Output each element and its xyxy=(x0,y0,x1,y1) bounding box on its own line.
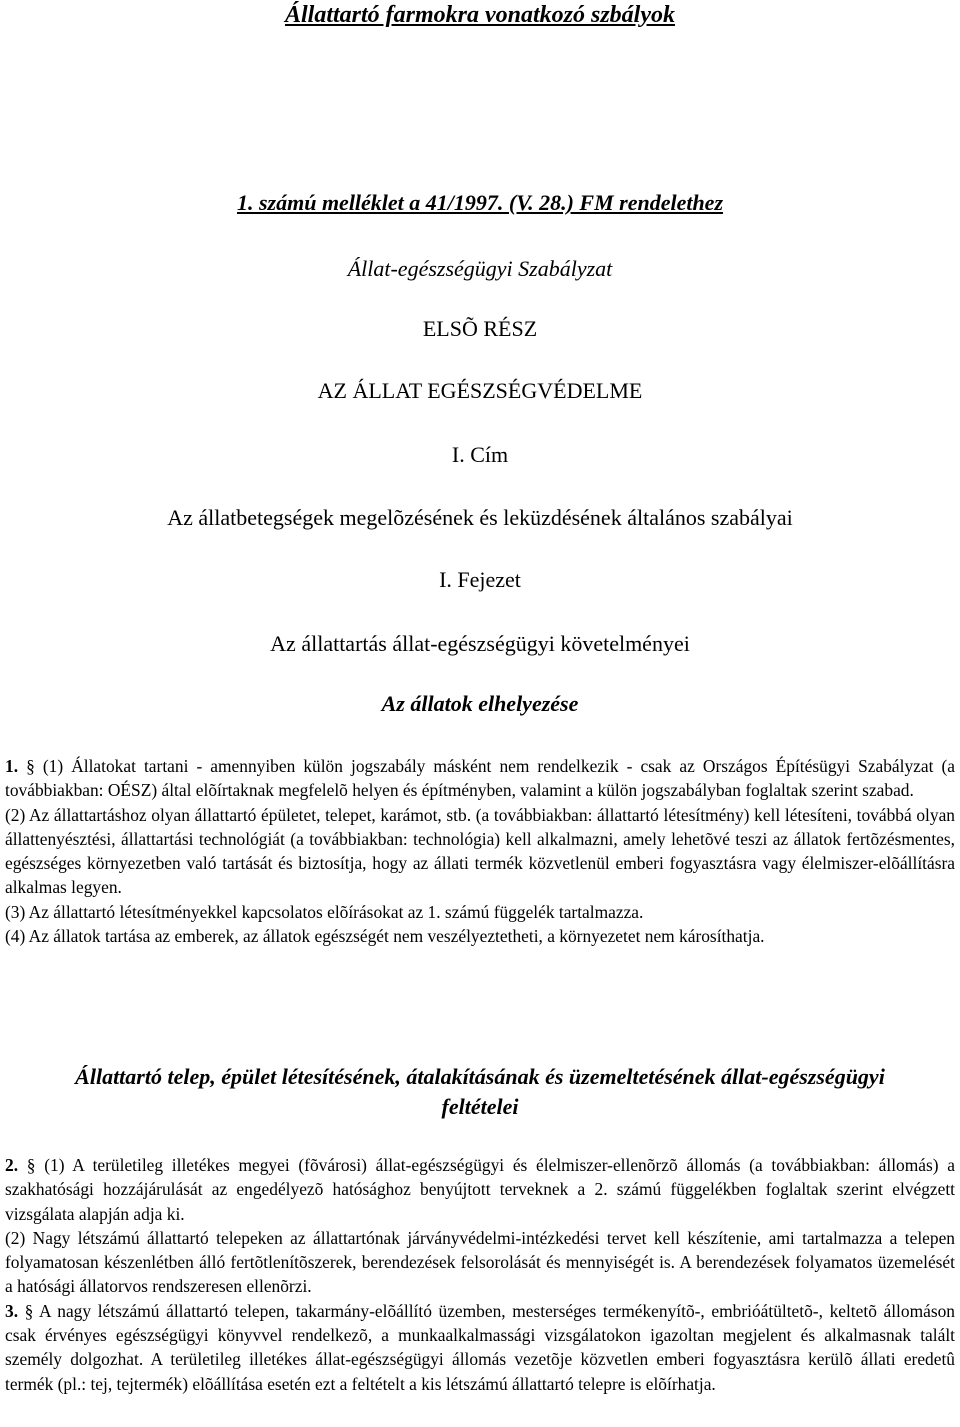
section-2-3-block xyxy=(5,1153,955,1396)
section-1-number: 1. xyxy=(5,756,19,776)
title-number: I. Cím xyxy=(451,442,509,467)
section-1-sign: § xyxy=(26,756,35,776)
section-1-block xyxy=(5,754,955,948)
code-title: Állat-egészségügyi Szabályzat xyxy=(347,256,613,281)
section-2-number: 2. xyxy=(5,1155,19,1175)
section-1-para-1-text: (1) Állatokat tartani - amennyiben külön jogszabály másként nem rendelkezik - csak az Országos Építésügyi Szabályzat (a továbbiakban: OÉSZ) által elõírtaknak megfelelõ helyen és építményben, valamint a külön jogszabályban foglaltak szerint szabad. xyxy=(5,756,955,801)
part-title: AZ ÁLLAT EGÉSZSÉGVÉDELME xyxy=(317,378,643,403)
section-2-paragraph-1 xyxy=(5,1153,955,1226)
subheading-conditions: Állattartó telep, épület létesítésének, átalakításának és üzemeltetésének állat-egészségügyi feltételei xyxy=(75,1064,885,1119)
section-1-paragraph-2: (2) Az állattartáshoz olyan állattartó épületet, telepet, karámot, stb. (a továbbiakban: állattartó létesítmény) kell létesíteni, továbbá olyan állattenyésztési, állattartási technológiát (a továbbiakban: technológia) kell alkalmazni, amely lehetõvé teszi az állatok fertõzésmentes, egészséges környezetben való tartását és biztosítja, hogy az állati termék közvetlenül emberi fogyasztásra vagy élelmiszer-elõállításra alkalmas legyen. xyxy=(5,804,955,898)
section-2-para-1-text: (1) A területileg illetékes megyei (fõvárosi) állat-egészségügyi és élelmiszer-ellenõrzõ állomás (a továbbiakban: állomás) a szakhatósági hozzájárulását az engedélyezõ hatósághoz benyújtott terveknek a 2. számú függelékben foglaltak szerint elvégzett vizsgálata alapján adja ki. xyxy=(5,1155,955,1224)
chapter-name: Az állattartás állat-egészségügyi követelményei xyxy=(270,631,690,656)
section-3-paragraph xyxy=(5,1299,955,1396)
annex-reference: 1. számú melléklet a 41/1997. (V. 28.) FM rendelethez xyxy=(236,190,724,215)
section-1-paragraph-3: (3) Az állattartó létesítményekkel kapcsolatos elõírásokat az 1. számú függelék tartalmazza. xyxy=(5,901,644,922)
subheading-placement: Az állatok elhelyezése xyxy=(381,691,579,716)
document-title: Állattartó farmokra vonatkozó szbályok xyxy=(284,2,676,28)
section-2-paragraph-2: (2) Nagy létszámú állattartó telepeken az állattartónak járványvédelmi-intézkedési tervet kell készítenie, ami tartalmazza a telepen folyamatosan készenlétben álló fertõtlenítõszerek, berendezések felsorolását és mennyiségét is. A berendezések folyamatos üzemelését a hatósági állatorvos rendszeresen ellenõrzi. xyxy=(5,1227,955,1297)
section-3-text: A nagy létszámú állattartó telepen, takarmány-elõállító üzemben, mesterséges termékenyítõ-, embrióátültetõ-, keltetõ állomáson csak érvényes egészségügyi könyvvel rendelkezõ, a munkaalkalmassági vizsgálatokon igazoltan megjelent és alkalmasnak talált személy dolgozhat. A területileg illetékes állat-egészségügyi állomás vezetõje közvetlen emberi fogyasztásra kerülõ állati eredetû termék (pl.: tej, tejtermék) elõállítása esetén ezt a feltételt a kis létszámú állattartó telepre is elõírhatja. xyxy=(5,1300,955,1394)
section-3-sign: § xyxy=(24,1300,34,1321)
section-1-paragraph-4: (4) Az állatok tartása az emberek, az állatok egészségét nem veszélyeztetheti, a környezetet nem károsíthatja. xyxy=(5,926,765,947)
section-1-paragraph-1 xyxy=(5,754,955,803)
section-3-number: 3. xyxy=(5,1300,19,1321)
section-2-sign: § xyxy=(26,1155,36,1175)
title-name: Az állatbetegségek megelõzésének és leküzdésének általános szabályai xyxy=(167,505,793,530)
part-heading: ELSÕ RÉSZ xyxy=(422,316,538,341)
chapter-number: I. Fejezet xyxy=(439,567,521,592)
